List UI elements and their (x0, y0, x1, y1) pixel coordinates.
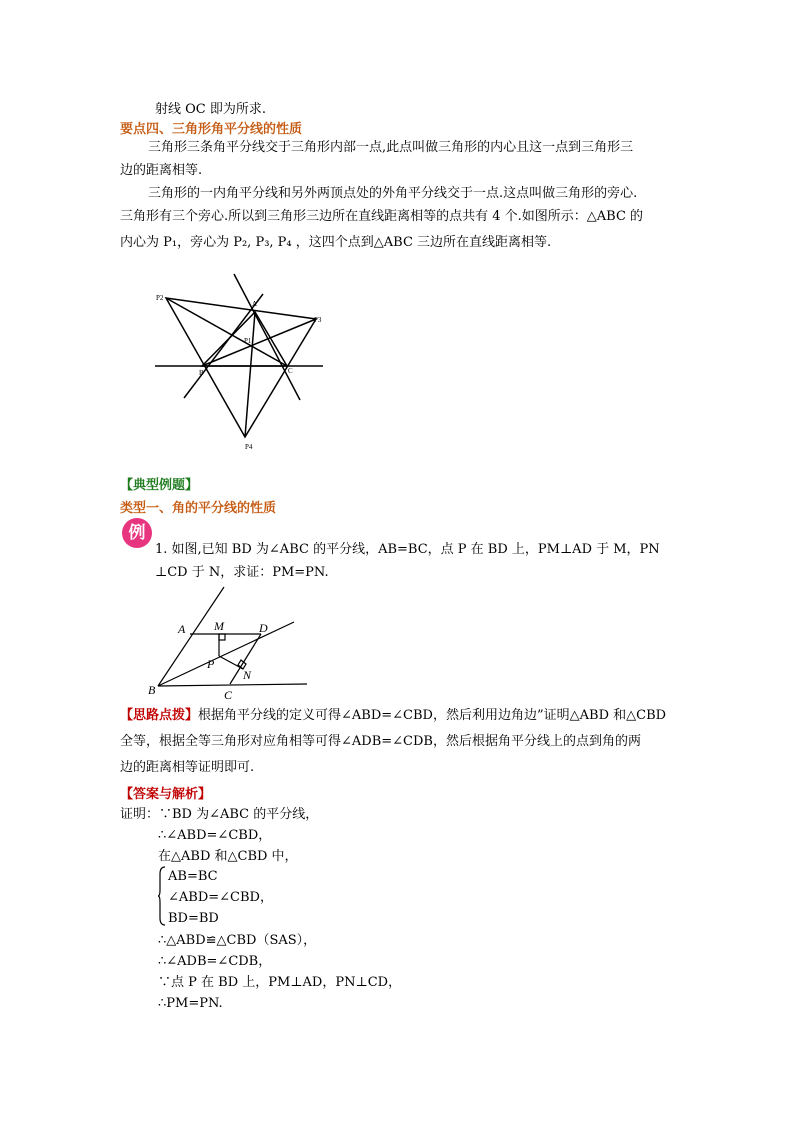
hint-label: 【思路点拨】 (120, 708, 199, 723)
section-title: 要点四、三角形角平分线的性质 (120, 122, 303, 137)
para2-line2: 三角形有三个旁心.所以到三角形三边所在直线距离相等的点共有 4 个.如图所示：△ABC 的 (120, 209, 644, 224)
fig1-label-a: A (252, 300, 258, 308)
figure-incenter-excenters (150, 268, 340, 458)
fig2-label-b: B (148, 683, 156, 697)
example-badge: 例 (122, 518, 152, 548)
hint-line2: 全等，根据全等三角形对应角相等可得∠ADB=∠CDB，然后根据角平分线上的点到角的两 (120, 734, 641, 749)
examples-heading: 【典型例题】 (120, 478, 199, 493)
proof-line5: ∠ABD=∠CBD， (168, 890, 273, 905)
line-ray-oc: 射线 OC 即为所求. (155, 102, 267, 117)
fig2-label-n: N (243, 668, 252, 682)
para2-line1: 三角形的一内角平分线和另外两顶点处的外角平分线交于一点.这点叫做三角形的旁心. (148, 186, 638, 201)
proof-line2: ∴∠ABD=∠CBD， (158, 828, 272, 843)
fig1-label-p4: P4 (245, 443, 253, 451)
fig1-label-p1: P1 (244, 337, 252, 345)
proof-line4: AB=BC (168, 869, 218, 884)
proof-brace (158, 866, 166, 926)
fig1-label-p3: P3 (314, 316, 322, 324)
proof-line1: 证明：∵BD 为∠ABC 的平分线， (120, 807, 319, 822)
para1-line2: 边的距离相等. (120, 163, 203, 178)
proof-line8: ∴∠ADB=∠CDB， (158, 954, 272, 969)
fig2-label-a: A (178, 622, 186, 636)
hint-line1-row (120, 704, 666, 727)
hint-line1: 根据角平分线的定义可得∠ABD=∠CBD，然后利用边角边”证明△ABD 和△CBD (198, 708, 667, 723)
proof-line9: ∵点 P 在 BD 上，PM⊥AD，PN⊥CD， (158, 975, 402, 990)
fig2-label-p: P (207, 657, 215, 671)
proof-line10: ∴PM=PN. (158, 996, 223, 1011)
fig1-label-b: B (199, 369, 204, 377)
proof-line7: ∴△ABD≌△CBD（SAS）， (158, 933, 317, 948)
example-line1: 1. 如图,已知 BD 为∠ABC 的平分线，AB=BC，点 P 在 BD 上，PM⊥AD 于 M，PN (155, 542, 660, 557)
fig2-label-d: D (259, 621, 268, 635)
fig1-label-p2: P2 (156, 294, 164, 302)
para1-line1: 三角形三条角平分线交于三角形内部一点,此点叫做三角形的内心且这一点到三角形三 (148, 140, 634, 155)
proof-line6: BD=BD (168, 911, 219, 926)
figure-angle-bisector (145, 585, 310, 705)
para2-line3: 内心为 P₁，旁心为 P₂, P₃, P₄ ，这四个点到△ABC 三边所在直线距离相等. (120, 235, 552, 250)
type1-heading: 类型一、角的平分线的性质 (120, 501, 277, 516)
answer-label: 【答案与解析】 (120, 787, 212, 802)
proof-line3: 在△ABD 和△CBD 中， (158, 849, 298, 864)
fig2-label-c: C (224, 688, 233, 702)
example-line2: ⊥CD 于 N，求证：PM=PN. (155, 565, 329, 580)
fig1-label-c: C (288, 367, 293, 375)
hint-line3: 边的距离相等证明即可. (120, 760, 255, 775)
fig2-label-m: M (214, 619, 224, 633)
